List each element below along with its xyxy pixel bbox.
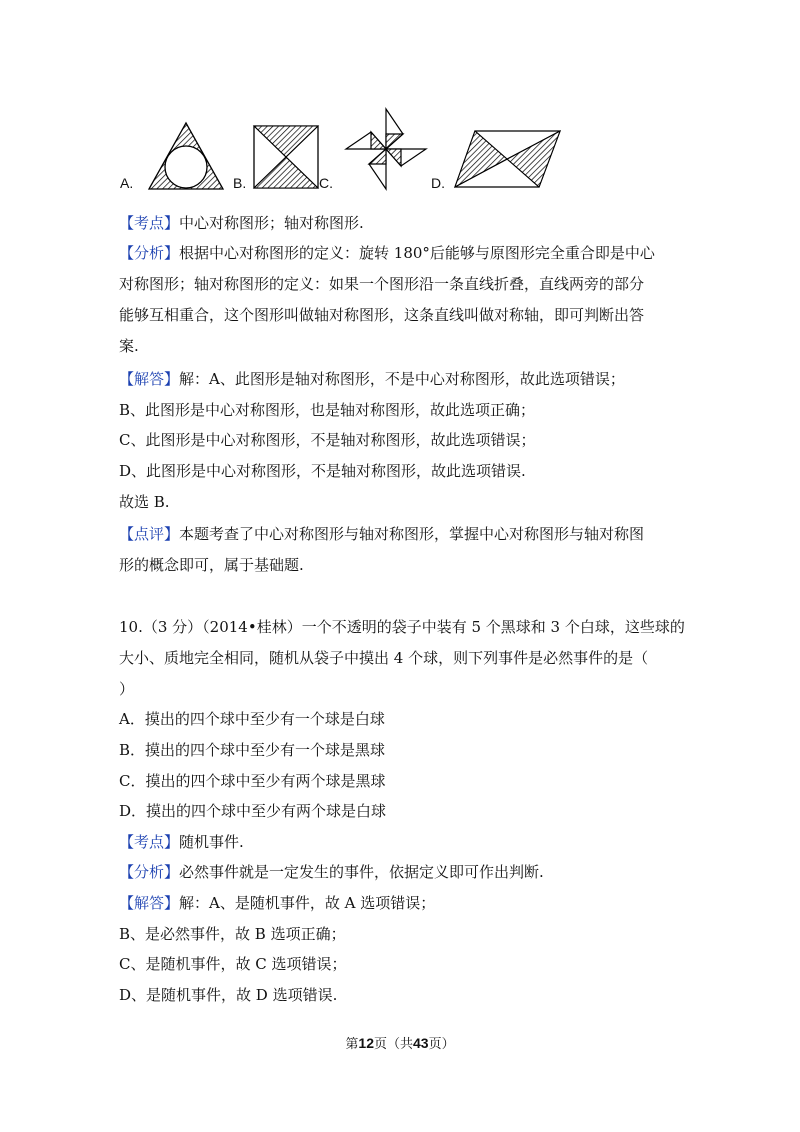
footer-mid: 页（共 <box>373 1037 413 1052</box>
q9-dianping <box>119 524 644 544</box>
q9-fenxi-line4: 案. <box>119 337 139 355</box>
figure-d-label: D. <box>431 175 445 191</box>
q10-fenxi-text: 必然事件就是一定发生的事件，依据定义即可作出判断. <box>179 863 544 881</box>
figure-b-square-hourglass <box>252 124 320 190</box>
q9-kaodian <box>119 213 364 233</box>
q10-jieda <box>119 893 435 913</box>
footer-total-pages: 43 <box>413 1035 429 1051</box>
q10-jieda-line2: B、是必然事件，故 B 选项正确； <box>119 925 346 943</box>
figure-c-pinwheel <box>343 106 429 192</box>
footer-suffix: 页） <box>428 1037 455 1052</box>
figure-a-triangle-circle <box>146 120 226 192</box>
q9-fenxi-line2: 对称图形；轴对称图形的定义：如果一个图形沿一条直线折叠，直线两旁的部分 <box>119 275 645 293</box>
figure-a-label: A. <box>120 175 134 191</box>
q10-kaodian-text: 随机事件. <box>179 833 244 851</box>
q9-fenxi-line1: 根据中心对称图形的定义：旋转 180°后能够与原图形完全重合即是中心 <box>179 244 655 262</box>
q9-dianping-line2: 形的概念即可，属于基础题. <box>119 556 304 574</box>
q10-option-d: D．摸出的四个球中至少有两个球是白球 <box>119 802 387 820</box>
q10-stem-line1: 10.（3 分）（2014•桂林）一个不透明的袋子中装有 5 个黑球和 3 个白球，这些球的 <box>119 618 685 636</box>
q9-jieda-tag: 【解答】 <box>119 370 180 388</box>
q9-jieda <box>119 369 625 389</box>
q9-jieda-line2: B、此图形是中心对称图形，也是轴对称图形，故此选项正确； <box>119 401 536 419</box>
q10-option-b: B．摸出的四个球中至少有一个球是黑球 <box>119 741 386 759</box>
q10-fenxi-tag: 【分析】 <box>119 863 180 881</box>
q10-jieda-line1: 解：A、是随机事件，故 A 选项错误； <box>179 894 436 912</box>
q10-option-a: A．摸出的四个球中至少有一个球是白球 <box>119 710 385 728</box>
q10-jieda-line4: D、是随机事件，故 D 选项错误. <box>119 986 338 1004</box>
q9-dianping-line1: 本题考查了中心对称图形与轴对称图形，掌握中心对称图形与轴对称图 <box>179 525 645 543</box>
figure-b-label: B. <box>233 175 247 191</box>
q9-dianping-tag: 【点评】 <box>119 525 180 543</box>
q9-fenxi-tag: 【分析】 <box>119 244 180 262</box>
footer-prefix: 第 <box>345 1037 359 1052</box>
q9-jieda-line4: D、此图形是中心对称图形，不是轴对称图形，故此选项错误. <box>119 462 526 480</box>
q10-fenxi <box>119 862 544 882</box>
q9-fenxi <box>119 243 655 263</box>
page-footer <box>0 1033 800 1052</box>
figure-d-parallelogram <box>453 128 563 190</box>
q9-kaodian-tag: 【考点】 <box>119 214 180 232</box>
q9-jieda-line3: C、此图形是中心对称图形，不是轴对称图形，故此选项错误； <box>119 431 536 449</box>
q9-fenxi-line3: 能够互相重合，这个图形叫做轴对称图形，这条直线叫做对称轴，即可判断出答 <box>119 306 645 324</box>
q10-stem-line2: 大小、质地完全相同，随机从袋子中摸出 4 个球，则下列事件是必然事件的是（ <box>119 649 649 667</box>
q10-kaodian <box>119 832 244 852</box>
q10-jieda-tag: 【解答】 <box>119 894 180 912</box>
footer-page-number: 12 <box>358 1035 374 1051</box>
q9-jieda-line5: 故选 B. <box>119 493 170 511</box>
q10-stem-line3: ） <box>119 680 135 698</box>
q10-kaodian-tag: 【考点】 <box>119 833 180 851</box>
figure-c-label: C. <box>319 175 333 191</box>
q9-jieda-line1: 解：A、此图形是轴对称图形，不是中心对称图形，故此选项错误； <box>179 370 625 388</box>
q10-option-c: C．摸出的四个球中至少有两个球是黑球 <box>119 772 386 790</box>
q10-jieda-line3: C、是随机事件，故 C 选项错误； <box>119 955 347 973</box>
q9-kaodian-text: 中心对称图形；轴对称图形. <box>179 214 364 232</box>
